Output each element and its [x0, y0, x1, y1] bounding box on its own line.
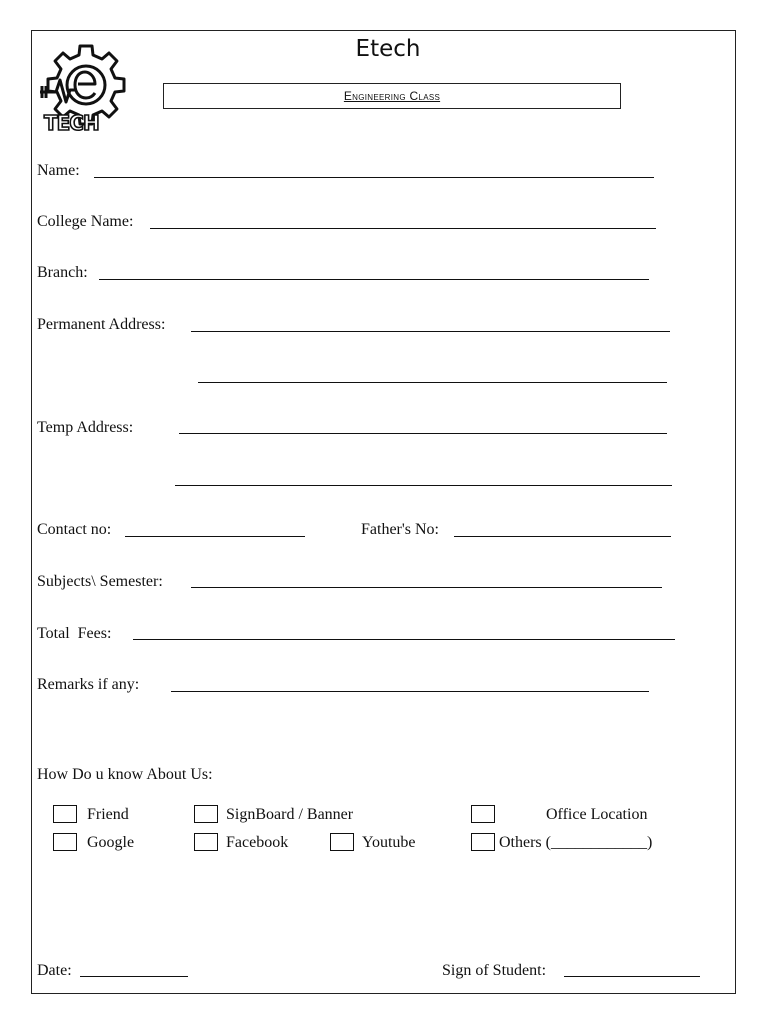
contact-no-line[interactable]	[125, 536, 305, 537]
branch-label: Branch:	[37, 264, 88, 281]
total-fees-label: Total Fees:	[37, 625, 112, 642]
office-location-checkbox[interactable]	[471, 805, 495, 823]
google-label: Google	[87, 834, 135, 851]
subjects-semester-label: Subjects\ Semester:	[37, 573, 163, 590]
referral-question: How Do u know About Us:	[37, 766, 213, 783]
page-title: Etech	[355, 36, 421, 62]
date-label: Date:	[37, 962, 72, 979]
signboard-label: SignBoard / Banner	[226, 806, 354, 823]
friend-label: Friend	[87, 806, 129, 823]
contact-no-label: Contact no:	[37, 521, 112, 538]
facebook-label: Facebook	[226, 834, 289, 851]
permanent-address-label: Permanent Address:	[37, 316, 166, 333]
temp-address-line-2[interactable]	[175, 485, 672, 486]
sign-label: Sign of Student:	[442, 962, 547, 979]
college-name-line[interactable]	[150, 228, 656, 229]
etech-logo-icon	[36, 40, 134, 134]
signboard-checkbox[interactable]	[194, 805, 218, 823]
date-line[interactable]	[80, 976, 188, 977]
temp-address-line-1[interactable]	[179, 433, 667, 434]
fathers-no-label: Father's No:	[361, 521, 439, 538]
remarks-label: Remarks if any:	[37, 676, 140, 693]
youtube-checkbox[interactable]	[330, 833, 354, 851]
fathers-no-line[interactable]	[454, 536, 671, 537]
total-fees-line[interactable]	[133, 639, 675, 640]
permanent-address-line-2[interactable]	[198, 382, 667, 383]
subtitle-box: Engineering Class	[163, 83, 621, 109]
office-location-label: Office Location	[546, 806, 648, 823]
logo-text: TECH	[44, 111, 99, 134]
others-checkbox[interactable]	[471, 833, 495, 851]
others-label: Others (____________)	[499, 834, 653, 851]
name-label: Name:	[37, 162, 80, 179]
sign-line[interactable]	[564, 976, 700, 977]
facebook-checkbox[interactable]	[194, 833, 218, 851]
google-checkbox[interactable]	[53, 833, 77, 851]
friend-checkbox[interactable]	[53, 805, 77, 823]
branch-line[interactable]	[99, 279, 649, 280]
permanent-address-line-1[interactable]	[191, 331, 670, 332]
remarks-line[interactable]	[171, 691, 649, 692]
temp-address-label: Temp Address:	[37, 419, 134, 436]
name-line[interactable]	[94, 177, 654, 178]
youtube-label: Youtube	[362, 834, 416, 851]
subjects-semester-line[interactable]	[191, 587, 662, 588]
college-name-label: College Name:	[37, 213, 134, 230]
